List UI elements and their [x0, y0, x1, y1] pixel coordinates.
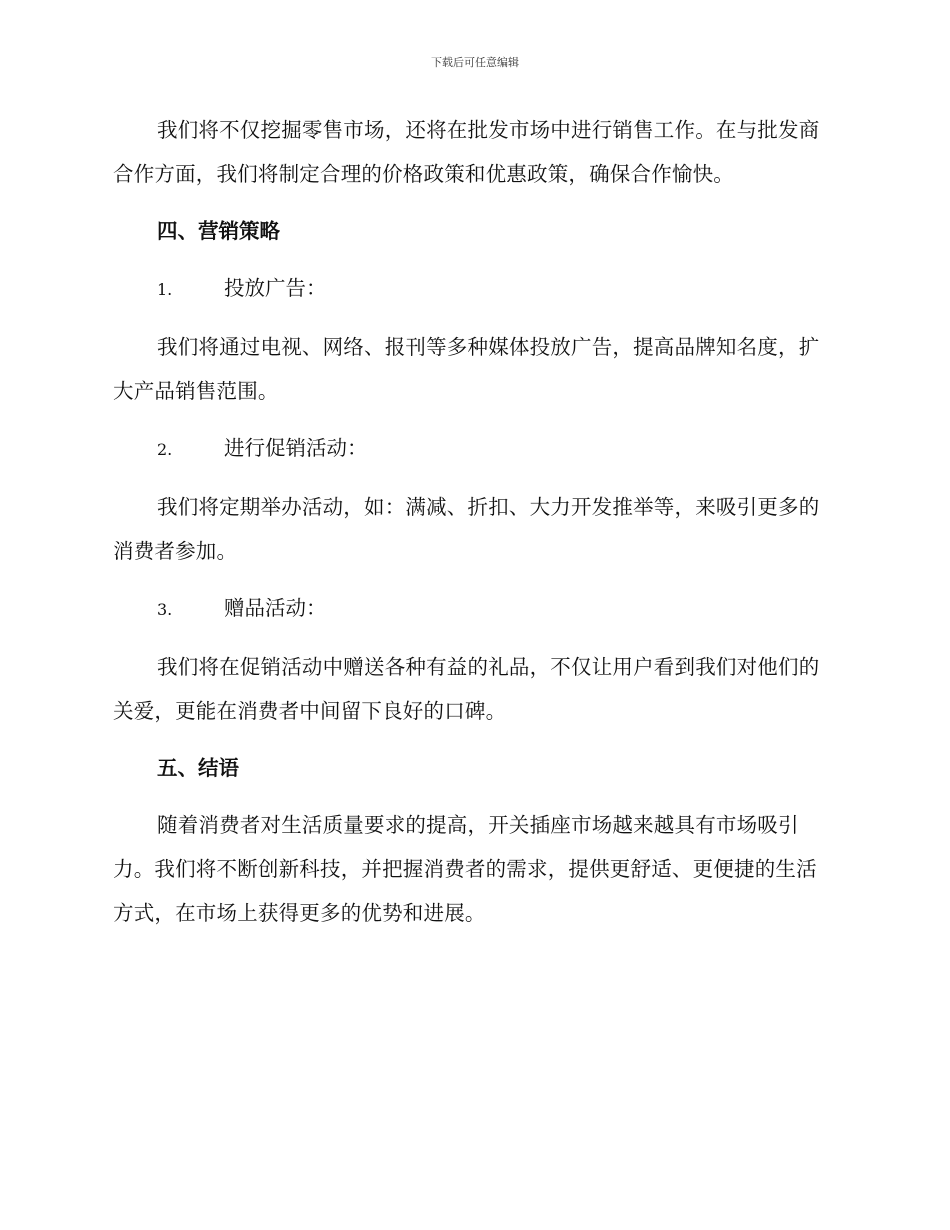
heading-marketing-strategy: 四、营销策略 [157, 219, 280, 243]
list-number: 2. [157, 440, 173, 459]
page-header-note: 下载后可任意编辑 [431, 56, 519, 69]
intro-paragraph: 我们将不仅挖掘零售市场，还将在批发市场中进行销售工作。在与批发商合作方面，我们将制定合理的价格政策和优惠政策，确保合作愉快。 [113, 118, 820, 186]
item-2-paragraph: 我们将定期举办活动，如：满减、折扣、大力开发推举等，来吸引更多的消费者参加。 [113, 495, 820, 563]
list-number: 1. [157, 280, 173, 299]
list-number: 3. [157, 600, 173, 619]
heading-conclusion: 五、结语 [157, 756, 239, 780]
item-3-paragraph: 我们将在促销活动中赠送各种有益的礼品，不仅让用户看到我们对他们的关爱，更能在消费者中间留下良好的口碑。 [113, 655, 820, 723]
list-label: 赠品活动： [224, 596, 327, 620]
closing-paragraph: 随着消费者对生活质量要求的提高，开关插座市场越来越具有市场吸引力。我们将不断创新科技，并把握消费者的需求，提供更舒适、更便捷的生活方式，在市场上获得更多的优势和进展。 [113, 813, 817, 925]
list-label: 进行促销活动： [224, 436, 368, 460]
document-body [113, 108, 833, 948]
list-label: 投放广告： [224, 276, 327, 300]
list-item-2 [157, 426, 833, 472]
item-1-paragraph: 我们将通过电视、网络、报刊等多种媒体投放广告，提高品牌知名度，扩大产品销售范围。 [113, 335, 820, 403]
list-item-1 [157, 266, 833, 312]
list-item-3 [157, 586, 833, 632]
